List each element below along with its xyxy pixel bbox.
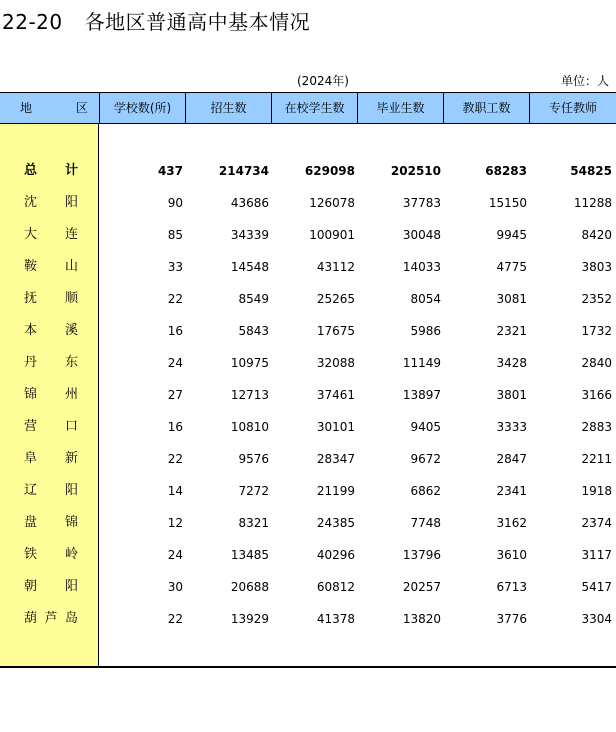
region-name-char: 沈 <box>24 195 38 210</box>
year-note: (2024年) <box>297 74 349 88</box>
value-cell: 202510 <box>390 164 441 178</box>
region-name-char: 锦 <box>24 387 38 402</box>
value-cell: 2321 <box>496 324 527 338</box>
value-cell: 20257 <box>402 580 441 594</box>
region-name-char: 营 <box>24 419 38 434</box>
region-name-char: 辽 <box>24 483 38 498</box>
value-cell: 60812 <box>316 580 355 594</box>
table-row <box>0 607 616 631</box>
value-cell: 3117 <box>581 548 612 562</box>
region-name-char: 东 <box>64 355 78 370</box>
value-cell: 40296 <box>316 548 355 562</box>
value-cell: 14033 <box>402 260 441 274</box>
region-name-char: 朝 <box>24 579 38 594</box>
value-cell: 8549 <box>238 292 269 306</box>
value-cell: 30 <box>167 580 183 594</box>
region-name <box>24 223 78 247</box>
value-cell: 3304 <box>581 612 612 626</box>
value-cell: 27 <box>167 388 183 402</box>
region-name-char: 山 <box>64 259 78 274</box>
value-cell: 3081 <box>496 292 527 306</box>
value-cell: 37461 <box>316 388 355 402</box>
table-number: 22-20 <box>2 10 63 34</box>
value-cell: 3803 <box>581 260 612 274</box>
region-name <box>24 447 78 471</box>
value-cell: 24 <box>167 356 183 370</box>
region-name <box>24 511 78 535</box>
value-cell: 22 <box>167 612 183 626</box>
header-teachers: 专任教师 <box>548 101 597 115</box>
value-cell: 68283 <box>485 164 527 178</box>
value-cell: 9672 <box>410 452 441 466</box>
region-name-char: 计 <box>64 163 78 178</box>
value-cell: 37783 <box>402 196 441 210</box>
value-cell: 11288 <box>573 196 612 210</box>
value-cell: 30101 <box>316 420 355 434</box>
region-name-char: 丹 <box>24 355 38 370</box>
value-cell: 85 <box>167 228 183 242</box>
page-title <box>2 6 310 35</box>
value-cell: 5843 <box>238 324 269 338</box>
value-cell: 5417 <box>581 580 612 594</box>
value-cell: 16 <box>167 420 183 434</box>
region-name <box>24 575 78 599</box>
region-name-char: 总 <box>24 163 38 178</box>
region-name-char: 葫 <box>24 611 38 626</box>
region-name <box>24 255 78 279</box>
value-cell: 12713 <box>230 388 269 402</box>
value-cell: 34339 <box>230 228 269 242</box>
region-name-char: 鞍 <box>24 259 38 274</box>
value-cell: 8054 <box>410 292 441 306</box>
value-cell: 8321 <box>238 516 269 530</box>
value-cell: 17675 <box>316 324 355 338</box>
value-cell: 3610 <box>496 548 527 562</box>
value-cell: 90 <box>167 196 183 210</box>
value-cell: 3801 <box>496 388 527 402</box>
table-row <box>0 447 616 471</box>
table-row <box>0 255 616 279</box>
value-cell: 21199 <box>316 484 355 498</box>
value-cell: 7748 <box>410 516 441 530</box>
table-row <box>0 479 616 503</box>
region-name-char: 连 <box>64 227 78 242</box>
header-students: 在校学生数 <box>272 93 358 123</box>
table-row <box>0 351 616 375</box>
header-enrollment: 招生数 <box>186 93 272 123</box>
region-name-char: 芦 <box>44 611 58 626</box>
value-cell: 13796 <box>402 548 441 562</box>
value-cell: 126078 <box>309 196 355 210</box>
value-cell: 41378 <box>316 612 355 626</box>
region-name <box>24 479 78 503</box>
unit-note: 单位：人 <box>561 74 610 88</box>
region-name-char: 铁 <box>24 547 38 562</box>
table-row <box>0 415 616 439</box>
region-name-char: 溪 <box>64 323 78 338</box>
value-cell: 2840 <box>581 356 612 370</box>
table-header <box>0 93 616 124</box>
region-name <box>24 351 78 375</box>
value-cell: 54825 <box>570 164 612 178</box>
value-cell: 14548 <box>230 260 269 274</box>
table-bottom-rule <box>0 666 616 668</box>
table-row <box>0 575 616 599</box>
table-row <box>0 319 616 343</box>
value-cell: 3333 <box>496 420 527 434</box>
value-cell: 2352 <box>581 292 612 306</box>
region-name-char: 顺 <box>64 291 78 306</box>
value-cell: 2211 <box>581 452 612 466</box>
value-cell: 10975 <box>230 356 269 370</box>
region-name <box>24 415 78 439</box>
value-cell: 33 <box>167 260 183 274</box>
value-cell: 6713 <box>496 580 527 594</box>
value-cell: 5986 <box>410 324 441 338</box>
table-row <box>0 543 616 567</box>
value-cell: 3166 <box>581 388 612 402</box>
value-cell: 9405 <box>410 420 441 434</box>
value-cell: 214734 <box>218 164 269 178</box>
header-region: 地 区 <box>0 93 100 123</box>
header-staff: 教职工数 <box>444 93 530 123</box>
value-cell: 3776 <box>496 612 527 626</box>
region-name <box>24 607 78 631</box>
region-name <box>24 383 78 407</box>
region-name-char: 岛 <box>64 611 78 626</box>
region-name-char: 阳 <box>64 483 78 498</box>
region-name-char: 新 <box>64 451 78 466</box>
region-name-char: 大 <box>24 227 38 242</box>
region-name <box>24 319 78 343</box>
value-cell: 100901 <box>309 228 355 242</box>
region-name-char: 州 <box>64 387 78 402</box>
value-cell: 2341 <box>496 484 527 498</box>
value-cell: 11149 <box>402 356 441 370</box>
table-row <box>0 287 616 311</box>
region-name-char: 阳 <box>64 195 78 210</box>
region-name-char: 岭 <box>64 547 78 562</box>
value-cell: 22 <box>167 452 183 466</box>
value-cell: 13929 <box>230 612 269 626</box>
value-cell: 2374 <box>581 516 612 530</box>
value-cell: 6862 <box>410 484 441 498</box>
value-cell: 3162 <box>496 516 527 530</box>
value-cell: 13485 <box>230 548 269 562</box>
table-row <box>0 383 616 407</box>
total-row <box>0 159 616 183</box>
value-cell: 20688 <box>230 580 269 594</box>
region-name-char: 阳 <box>64 579 78 594</box>
region-name-char: 锦 <box>64 515 78 530</box>
header-graduates: 毕业生数 <box>358 93 444 123</box>
value-cell: 2883 <box>581 420 612 434</box>
header-schools: 学校数(所) <box>100 93 186 123</box>
value-cell: 43686 <box>230 196 269 210</box>
value-cell: 9576 <box>238 452 269 466</box>
value-cell: 8420 <box>581 228 612 242</box>
value-cell: 2847 <box>496 452 527 466</box>
table-row <box>0 511 616 535</box>
region-name <box>24 159 78 183</box>
value-cell: 437 <box>157 164 183 178</box>
region-name <box>24 191 78 215</box>
region-name <box>24 287 78 311</box>
value-cell: 25265 <box>316 292 355 306</box>
value-cell: 28347 <box>316 452 355 466</box>
value-cell: 4775 <box>496 260 527 274</box>
value-cell: 1918 <box>581 484 612 498</box>
region-name <box>24 543 78 567</box>
value-cell: 13897 <box>402 388 441 402</box>
table-row <box>0 191 616 215</box>
value-cell: 7272 <box>238 484 269 498</box>
value-cell: 12 <box>167 516 183 530</box>
value-cell: 9945 <box>496 228 527 242</box>
region-name-char: 盘 <box>24 515 38 530</box>
value-cell: 43112 <box>316 260 355 274</box>
value-cell: 3428 <box>496 356 527 370</box>
value-cell: 14 <box>167 484 183 498</box>
value-cell: 1732 <box>581 324 612 338</box>
value-cell: 629098 <box>304 164 355 178</box>
value-cell: 13820 <box>402 612 441 626</box>
value-cell: 24 <box>167 548 183 562</box>
region-name-char: 阜 <box>24 451 38 466</box>
region-name-char: 口 <box>64 419 78 434</box>
value-cell: 24385 <box>316 516 355 530</box>
value-cell: 22 <box>167 292 183 306</box>
value-cell: 32088 <box>316 356 355 370</box>
value-cell: 15150 <box>488 196 527 210</box>
value-cell: 10810 <box>230 420 269 434</box>
region-name-char: 本 <box>24 323 38 338</box>
value-cell: 30048 <box>402 228 441 242</box>
region-name-char: 抚 <box>24 291 38 306</box>
table-title: 各地区普通高中基本情况 <box>84 10 311 34</box>
value-cell: 16 <box>167 324 183 338</box>
table-row <box>0 223 616 247</box>
